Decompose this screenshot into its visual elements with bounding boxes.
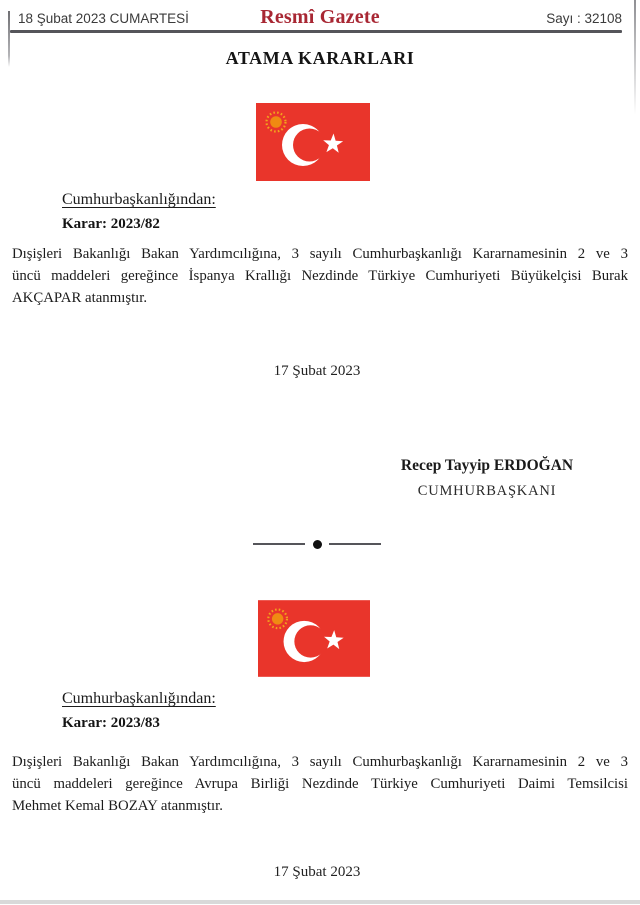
decree1-body-line1: Dışişleri Bakanlığı Bakan Yardımcılığına, 3 sayılı Cumhurbaşkanlığı Kararnamesinin 2 ve 3 (12, 246, 628, 262)
decree1-date: 17 Şubat 2023 (273, 363, 361, 379)
decree2-body (12, 752, 628, 817)
divider-bullet-icon (313, 540, 322, 549)
signature-name: Recep Tayyip ERDOĞAN (400, 457, 574, 474)
page-title: ATAMA KARARLARI (225, 48, 415, 68)
header-issue-number: Sayı : 32108 (546, 11, 622, 26)
decree2-date: 17 Şubat 2023 (273, 864, 361, 880)
presidential-flag-image (256, 103, 370, 181)
presidential-flag-image (258, 600, 370, 677)
decree2-body-line1: Dışişleri Bakanlığı Bakan Yardımcılığına, 3 sayılı Cumhurbaşkanlığı Kararnamesinin 2 ve 3 (12, 754, 628, 770)
turkish-flag-icon (256, 103, 370, 181)
decree1-body-line2: üncü maddeleri gereğince İspanya Krallığı Nezdinde Türkiye Cumhuriyeti Büyükelçisi Burak (12, 267, 628, 284)
decree1-decision-number: Karar: 2023/82 (62, 216, 160, 232)
header-date: 18 Şubat 2023 CUMARTESİ (18, 11, 189, 26)
divider-left-line (253, 543, 305, 545)
header-rule (10, 30, 622, 33)
signature-title: CUMHURBAŞKANI (417, 483, 557, 499)
section-divider (253, 538, 381, 550)
decree1-source-heading: Cumhurbaşkanlığından: (62, 191, 216, 208)
turkish-flag-icon (258, 600, 370, 677)
decree1-body-line3: AKÇAPAR atanmıştır. (12, 289, 148, 306)
divider-right-line (329, 543, 381, 545)
decree2-body-line3: Mehmet Kemal BOZAY atanmıştır. (12, 797, 223, 814)
decree2-source-heading: Cumhurbaşkanlığından: (62, 690, 216, 707)
decree1-body (12, 244, 628, 309)
masthead-title: Resmî Gazete (260, 6, 380, 28)
page-bottom-edge-line (0, 900, 640, 904)
decree2-decision-number: Karar: 2023/83 (62, 715, 160, 731)
decree2-body-line2: üncü maddeleri gereğince Avrupa Birliği Nezdinde Türkiye Cumhuriyeti Daimi Temsilcisi (12, 775, 628, 792)
